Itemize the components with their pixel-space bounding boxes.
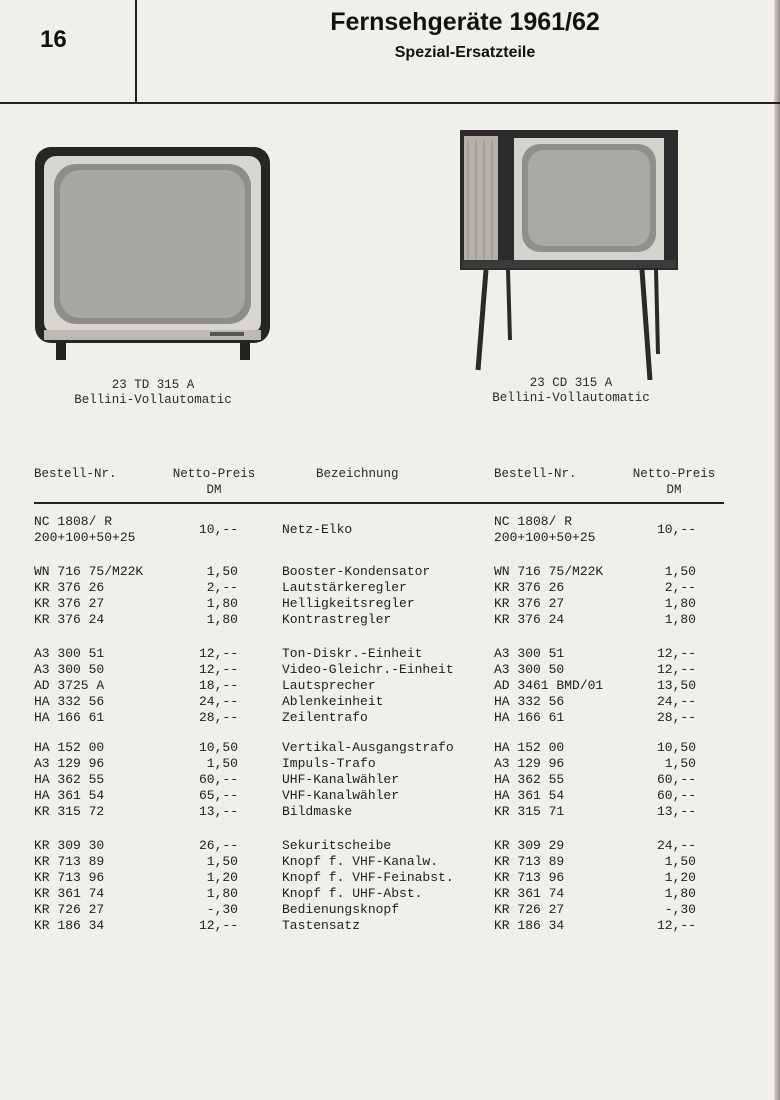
price-right: 10,50 — [656, 740, 696, 755]
price-right: 60,-- — [656, 788, 696, 803]
description: Sekuritscheibe — [282, 838, 392, 853]
order-no-left: KR 376 26 — [34, 580, 105, 595]
price-right: 24,-- — [656, 838, 696, 853]
table-row — [0, 756, 780, 772]
price-left: 12,-- — [198, 662, 238, 677]
description: Booster-Kondensator — [282, 564, 431, 579]
order-no-right: HA 361 54 — [494, 788, 565, 803]
price-right: 12,-- — [656, 646, 696, 661]
table-row — [0, 804, 780, 820]
order-no-right: HA 362 55 — [494, 772, 565, 787]
product-model: 23 CD 315 A — [529, 376, 613, 390]
table-row — [0, 514, 780, 546]
order-no-left: HA 332 56 — [34, 694, 105, 709]
order-no-left: AD 3725 A — [34, 678, 105, 693]
order-no-left: KR 309 30 — [34, 838, 105, 853]
page-edge — [774, 0, 780, 1100]
price-right: 1,80 — [664, 886, 696, 901]
table-row — [0, 740, 780, 756]
price-left: -,30 — [206, 902, 238, 917]
price-left: 13,-- — [198, 804, 238, 819]
description: Netz-Elko — [282, 522, 353, 537]
price-right: 13,-- — [656, 804, 696, 819]
price-left: 12,-- — [198, 646, 238, 661]
description: Ablenkeinheit — [282, 694, 384, 709]
price-left: 1,20 — [206, 870, 238, 885]
price-right: 2,-- — [664, 580, 696, 595]
price-left: 28,-- — [198, 710, 238, 725]
price-right: 10,-- — [656, 522, 696, 537]
price-right: 12,-- — [656, 662, 696, 677]
order-no-right: WN 716 75/M22K — [494, 564, 604, 579]
table-row — [0, 596, 780, 612]
description: VHF-Kanalwähler — [282, 788, 400, 803]
price-left: 10,50 — [198, 740, 238, 755]
product-caption-1 — [34, 378, 272, 408]
page-number: 16 — [40, 26, 67, 53]
price-right: 24,-- — [656, 694, 696, 709]
order-no-right: KR 713 96 — [494, 870, 565, 885]
order-no-left: A3 300 50 — [34, 662, 105, 677]
description: Bildmaske — [282, 804, 353, 819]
price-right: 1,80 — [664, 612, 696, 627]
table-row — [0, 662, 780, 678]
order-no-right: NC 1808/ R 200+100+50+25 — [494, 514, 596, 545]
description: Knopf f. UHF-Abst. — [282, 886, 423, 901]
order-no-left: KR 376 27 — [34, 596, 105, 611]
table-row — [0, 772, 780, 788]
table-row — [0, 886, 780, 902]
order-no-right: A3 300 51 — [494, 646, 565, 661]
price-left: 12,-- — [198, 918, 238, 933]
product-caption-2 — [458, 376, 684, 406]
order-no-left: NC 1808/ R 200+100+50+25 — [34, 514, 136, 545]
table-row — [0, 854, 780, 870]
column-header-order-no-right: Bestell-Nr. — [494, 467, 577, 481]
description: Kontrastregler — [282, 612, 392, 627]
order-no-left: KR 726 27 — [34, 902, 105, 917]
order-no-right: KR 361 74 — [494, 886, 565, 901]
order-no-left: KR 713 96 — [34, 870, 105, 885]
column-header-description: Bezeichnung — [316, 467, 399, 481]
order-no-right: KR 713 89 — [494, 854, 565, 869]
table-tv-image — [34, 146, 272, 364]
description: Impuls-Trafo — [282, 756, 376, 771]
description: Lautstärkeregler — [282, 580, 407, 595]
description: Bedienungsknopf — [282, 902, 400, 917]
column-header-order-no-left: Bestell-Nr. — [34, 467, 117, 481]
price-left: 60,-- — [198, 772, 238, 787]
description: UHF-Kanalwähler — [282, 772, 400, 787]
order-no-left: HA 361 54 — [34, 788, 105, 803]
description: Zeilentrafo — [282, 710, 368, 725]
description: Ton-Diskr.-Einheit — [282, 646, 423, 661]
price-right: 13,50 — [656, 678, 696, 693]
order-no-right: HA 332 56 — [494, 694, 565, 709]
table-row — [0, 612, 780, 628]
order-no-right: AD 3461 BMD/01 — [494, 678, 604, 693]
order-no-right: HA 166 61 — [494, 710, 565, 725]
price-left: 65,-- — [198, 788, 238, 803]
order-no-right: KR 309 29 — [494, 838, 565, 853]
price-left: 1,80 — [206, 612, 238, 627]
column-header-price-right: Netto-Preis DM — [632, 467, 716, 497]
description: Knopf f. VHF-Kanalw. — [282, 854, 439, 869]
price-left: 1,80 — [206, 886, 238, 901]
table-row — [0, 646, 780, 662]
column-header-price-left: Netto-Preis DM — [172, 467, 256, 497]
price-left: 24,-- — [198, 694, 238, 709]
order-no-left: WN 716 75/M22K — [34, 564, 144, 579]
description: Knopf f. VHF-Feinabst. — [282, 870, 454, 885]
table-row — [0, 870, 780, 886]
price-right: 1,20 — [664, 870, 696, 885]
table-row — [0, 902, 780, 918]
table-row — [0, 918, 780, 934]
order-no-left: HA 362 55 — [34, 772, 105, 787]
table-header-rule — [34, 502, 724, 504]
console-tv-image — [458, 128, 684, 384]
order-no-right: KR 726 27 — [494, 902, 565, 917]
price-left: 10,-- — [198, 522, 238, 537]
table-row — [0, 678, 780, 694]
order-no-right: KR 376 24 — [494, 612, 565, 627]
order-no-left: KR 186 34 — [34, 918, 105, 933]
order-no-left: KR 376 24 — [34, 612, 105, 627]
page-subtitle: Spezial-Ersatzteile — [394, 44, 536, 61]
page-title: Fernsehgeräte 1961/62 — [330, 8, 600, 36]
description: Video-Gleichr.-Einheit — [282, 662, 454, 677]
price-right: 1,50 — [664, 564, 696, 579]
table-row — [0, 580, 780, 596]
price-left: 2,-- — [206, 580, 238, 595]
product-model: 23 TD 315 A — [111, 378, 195, 392]
table-row — [0, 694, 780, 710]
price-left: 1,80 — [206, 596, 238, 611]
product-name: Bellini-Vollautomatic — [74, 393, 232, 407]
price-left: 1,50 — [206, 564, 238, 579]
price-left: 26,-- — [198, 838, 238, 853]
description: Helligkeitsregler — [282, 596, 415, 611]
price-left: 18,-- — [198, 678, 238, 693]
price-right: 28,-- — [656, 710, 696, 725]
order-no-left: KR 361 74 — [34, 886, 105, 901]
order-no-left: HA 166 61 — [34, 710, 105, 725]
table-row — [0, 838, 780, 854]
order-no-right: KR 186 34 — [494, 918, 565, 933]
table-row — [0, 564, 780, 580]
order-no-right: A3 129 96 — [494, 756, 565, 771]
price-right: 1,50 — [664, 756, 696, 771]
price-left: 1,50 — [206, 854, 238, 869]
table-row — [0, 710, 780, 726]
order-no-left: A3 300 51 — [34, 646, 105, 661]
header-divider-horizontal — [0, 102, 780, 104]
description: Lautsprecher — [282, 678, 376, 693]
order-no-right: HA 152 00 — [494, 740, 565, 755]
order-no-right: KR 315 71 — [494, 804, 565, 819]
order-no-left: HA 152 00 — [34, 740, 105, 755]
product-name: Bellini-Vollautomatic — [492, 391, 650, 405]
price-right: 12,-- — [656, 918, 696, 933]
order-no-left: KR 713 89 — [34, 854, 105, 869]
order-no-right: A3 300 50 — [494, 662, 565, 677]
price-right: -,30 — [664, 902, 696, 917]
price-right: 60,-- — [656, 772, 696, 787]
description: Tastensatz — [282, 918, 361, 933]
price-right: 1,50 — [664, 854, 696, 869]
order-no-right: KR 376 26 — [494, 580, 565, 595]
description: Vertikal-Ausgangstrafo — [282, 740, 454, 755]
price-left: 1,50 — [206, 756, 238, 771]
order-no-left: A3 129 96 — [34, 756, 105, 771]
price-right: 1,80 — [664, 596, 696, 611]
table-row — [0, 788, 780, 804]
order-no-right: KR 376 27 — [494, 596, 565, 611]
order-no-left: KR 315 72 — [34, 804, 105, 819]
header-divider-vertical — [135, 0, 137, 104]
